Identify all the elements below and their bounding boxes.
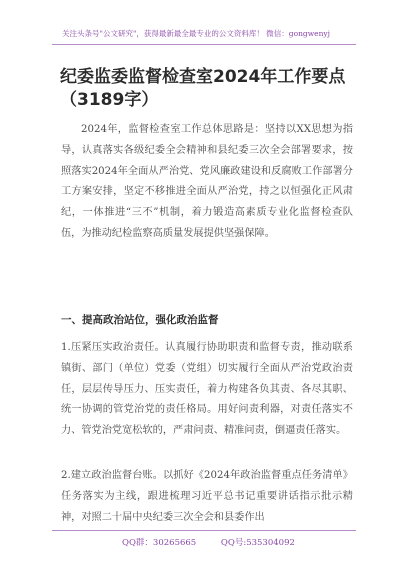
section-heading: 一、提高政治站位，强化政治监督 bbox=[61, 314, 219, 326]
footer-qq-group: QQ群：30265665 bbox=[122, 538, 197, 548]
document-title: 纪委监委监督检查室2024年工作要点（3189字） bbox=[60, 67, 346, 110]
footer-qq-number: QQ号:535304092 bbox=[220, 538, 295, 548]
header-divider bbox=[52, 44, 356, 45]
footer bbox=[122, 536, 322, 548]
footer-divider bbox=[52, 530, 356, 531]
list-item: 2.建立政治监督台账。以抓好《2024年政治监督重点任务清单》任务落实为主线，跟进梳理习近平总书记重要讲话指示批示精神，对照二十届中央纪委三次全会和县委作出 bbox=[61, 470, 353, 523]
header-note: 关注头条号"公文研究"，获得最新最全最专业的公文资料库！ 微信：gongwenyj bbox=[62, 29, 330, 38]
intro-paragraph: 2024年，监督检查室工作总体思路是：坚持以XX思想为指导，认真落实各级纪委全会精神和县纪委三次全会部署要求，按照落实2024年全面从严治党、党风廉政建设和反腐败工作部署分工方案安排，坚定不移推进全面从严治党，持之以恒强化正风肃纪，一体推进“三不”机制，着力锻造高素质专业化监督检查队伍，为推动纪检监察高质量发展提供坚强保障。 bbox=[61, 124, 353, 239]
list-item: 1.压紧压实政治责任。认真履行协助职责和监督专责，推动联系镇街、部门（单位）党委（党组）切实履行全面从严治党政治责任，层层传导压力、压实责任，着力构建各负其责、各尽其职、统一协调的管党治党的责任格局。用好问责利器，对责任落实不力、管党治党宽松软的，严肃问责、精准问责，倒逼责任落实。 bbox=[61, 342, 353, 437]
